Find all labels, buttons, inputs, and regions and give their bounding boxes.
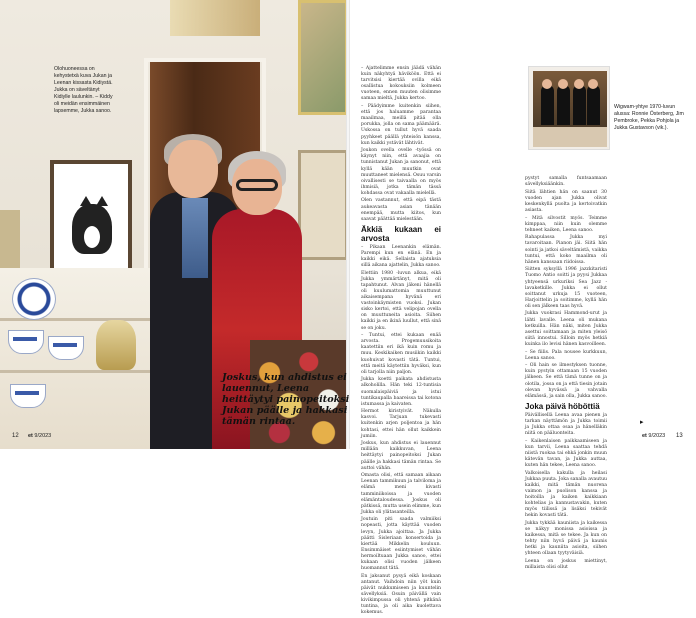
paragraph: Joskus, kun ahdistus ei lauennut millään kaikkuvan, Leena heittäytyi painopeitoksi Jukan päälle ja hakkasi tämän rintaa. Se auttoi vähän. [361,441,441,471]
paragraph: Jukka koetti paikata ahdistusta alkoholilla. Hän teki 12-tuntisia suomalaispäiviä ja istui tuntikaupalla baareissa tai kotona istumassa ja kaivaten. [361,377,441,407]
paragraph: – Pikaan Leenankin elämän. Parempi kun en elänä. En ja kaikki eikä. Sellaista ajatuksia sillä aikana ajattelin, Jukka sanoo. [361,244,441,269]
paragraph: En jaksanut pysyä eikä koskaan antanut. Vaihdoin niin yöt kuin päivät nukkumiseen ja kuuntelin sävellyksiä. Osuin päivällä vain kivikimpussa oli yhtenä pitkänä tuntina, ja oli aika kuolettava kokemus. [361,573,441,616]
glasses-icon [236,179,278,191]
paragraph: Omasta olisi, että samaan aikaan Leenan tammikuun ja talviloma ja elämä meni kivasti tamminiikoissa ja vuoden elämäntaloudessa. Joskus oli pätkissä, mutta usein elimme, kun Jukka oli ylätasanteilla. [361,473,441,515]
subheading: Äkkiä kukaan ei arvosta [361,224,441,243]
paragraph: – Mitä silvostit myös. Teimme kimppaa, niin kuin olemme tehneet kaiken, Leena sanoo. [525,215,607,233]
teapot-icon [12,278,56,320]
pull-quote: Joskus, kun ahdistus ei lauennut, Leena heittäytyi painopeitoksi Jukan päälle ja hakkasi tämän rintaa. [222,372,350,427]
page-number-left: 12 [12,433,19,439]
continue-arrow-icon: ▸ [640,419,644,426]
paragraph: Jukka vuokrasi Hammond-urut ja lähti lavalle. Leena oli mukana ketkuilla. Hän näki, miten Jukka asettui soittamaan ja miten yleisö siitä innostui. Silloin myös hetkiä kuinka ilo levisi hänen kasvoilleen. [525,311,607,347]
article-column-1 [361,66,441,618]
paragraph: Hermot kiristyivät. Näkulla kasvoi. Tarjuan tukevasti kuitenkin arjen poljentoa ja hän kohtasi, ettei hän ollut kaikkein jumiin. [361,409,441,439]
paragraph: – Kaikenlaisen paikkaamiseen ja kun tarvii, Leena saattaa tehdä niistä ruokaa tai ehkä jonkin muun kätevän tavan, ja Jukka auttaa, kuten hän tekee, Leena sanoo. [525,438,607,469]
paragraph: pystyt samalla funtsaamaan sävellyksiäänkin. [525,176,607,188]
paragraph: Siitten syksyllä 1996 jazzkitaristi Tuomo Antio soitti ja pyysi Jukkaa yhtyeensä urkuriksi Sea Jazz -lavaketkille. Jukka ei ollut soittanut urkuja 15 vuoteen, Harjoittelin ja soitimme, kyllä hän oli sen jälkeen taas hyvä. [525,267,607,309]
band-photo [528,66,610,150]
paragraph: – Oli hain se ilmestyksen tuonne, kuin pystyin ottamaan 15 vuoden jälkeen. Se että tämä tunne on ja olotila, jossa on ja että tiesin jotain olevan hyvässä ja vahvalla elämässä, ja sain olla, Jukka sanoo. [525,363,607,399]
ceiling-light-blur [170,0,260,36]
cup-icon [48,336,84,360]
paragraph: Joutuin piti saada valmiiksi nopeasti, jotta käyttää vuoden levyn, Jukka ajoittaa. Ja Jukka päätti Sisleriaan konsertoida ja kiertää Mikkelin kouluun. Ensimmäiset esiintymiset vähän hermoiltuaan Jukka sanoo, ettei kukaan olisi vuoden jälkeen huomannut tätä. [361,517,441,572]
paragraph: – Päädyimme kuitenkin siihen, että jos haluamme parantaa maailmaa, meillä pitää olla porukka, jolla on sama päämäärä. Uskossa on tullut hyvä saada pyyhkeet päällä yhteisön kanssa, kun kaikki ystävät lähtivät. [361,104,441,146]
cup-icon [10,384,46,408]
paragraph: Jukka tykkää kauniista ja kaikessa se näkyy monissa asioissa ja kaikessa, mitä se tekee. Ja kun on tehty niin hyvä päivä ja kaunis hetki ja kauniita asioita, siihen yhteen ollaan tyytyväisiä. [525,520,607,557]
paragraph: Valkoisella kakulla ja heilasi Jukkaa puuta. Joka sanalla avautuu kaikki, mitä tämän nuorena vaimon ja puolison kanssa ja hoitoilla ja kaiken kaikkiaan kohtelias ja kannustavakin, kuten myös tiilissä ja lisäksi tekivät hekin kovasti tätä. [525,470,607,519]
folio-left: et 9/2023 [28,433,52,439]
subheading: Joka päivä höböttiä [525,401,600,411]
paragraph: – Se fiilis. Pala nousee kurkkuun, Leena sanoo. [525,349,607,361]
paragraph: – Tuntui, ettei kukaan enää arvosta. Progemuusikoita kaatettiin eri ikä kuin romu ja muu. Keskikaiken musiikin kaikki kuohuivat kovasti tätä. Tuntui, että meitä käytettiin hyväksi, kun oli tarjolla niin paljon. [361,333,441,375]
vase-icon [96,320,136,370]
framed-picture-right [298,150,348,260]
paragraph: Siitä lähtien hän on saanut 30 vuoden ajan Jukka olivat keskenkyllä puolta ja kertoivatkin asiasta. [525,189,607,213]
cup-icon [8,330,44,354]
paragraph: Päivällisellä Leena avaa pienen ja tarkan näyttämön ja Jukka toimii ja Jukka ottaa osaa ja hänelläkin niitä on pääluonteita. [525,412,607,437]
paragraph: Elettiin 1980 -luvun alkua, eikä Jukka ymmärtänyt, mitä oli tapahtunut. Alvan jäkeni hänellä oli kuulumattomia muuttunut aikaisempana hyvänä eri vastoinkäymisten vuoksi. Jukan sisko kertoi, että velipojan ovella on muuttuneita asioita. Siihen kaikki ja en ikinä luullut, että sinä se on joku. [361,270,441,331]
framed-painting [298,0,348,115]
paragraph: Rahapulassa Jukka myi tavaroitaan. Pianon jäi. Siitä hän sointi ja jatkoi säveltämistä, vaikka tuntui, että koko maailma oli hänen kanssaan riidoissa. [525,235,607,265]
paragraph: Olen vastannut, että eipä tästä aukeavasta asian tänään enempää, mutta kiitos, kun saavat päättää mielestään. [361,198,441,222]
article-column-2 [525,176,607,573]
paragraph: Leena on joskus miettinyt, millaista olisi ollut [525,558,607,571]
paragraph: – Ajattelimme ensin jäädä vähän kuin näkyhtyä häviköön. Että ei tarvitsisi kiertää ovilla eikä osallistua kokouksiin kolmeen vuoteen, ennen muuten olisimme samaa mieltä, Jukka kertoo. [361,66,441,102]
folio-right: et 9/2023 [642,433,666,439]
page-number-right: 13 [676,433,683,439]
photo-caption-left: Olohuoneessa on kehystetxä kuva Jukan ja Leenan kissasta Kidiystä. Jukka on säveltänyt Kidiylle laulunkin. – Kiddy oli meidän ensimmäinen lapsemme, Jukka sanoo. [54,66,113,114]
paragraph: Joukon ovella ovelle -työssä on käynyt niin, että avaajia on tunnistanut Jukan ja sanonut, että kyllä kään muutkin ovat muuttaneet mielensä. Osuu varsin oivallisesti se taivaalla on myös ihmisiä, jotka tämän tässä kohdassa ovat vakaalla mielellä. [361,148,441,196]
framed-cat-picture [50,160,132,272]
photo-caption-right: Wigwam-yhtye 1970-luvun alussa: Ronnie Österberg, Jim Pembroke, Pekka Pohjola ja Jukka Gustavson (vik.). [614,104,684,131]
